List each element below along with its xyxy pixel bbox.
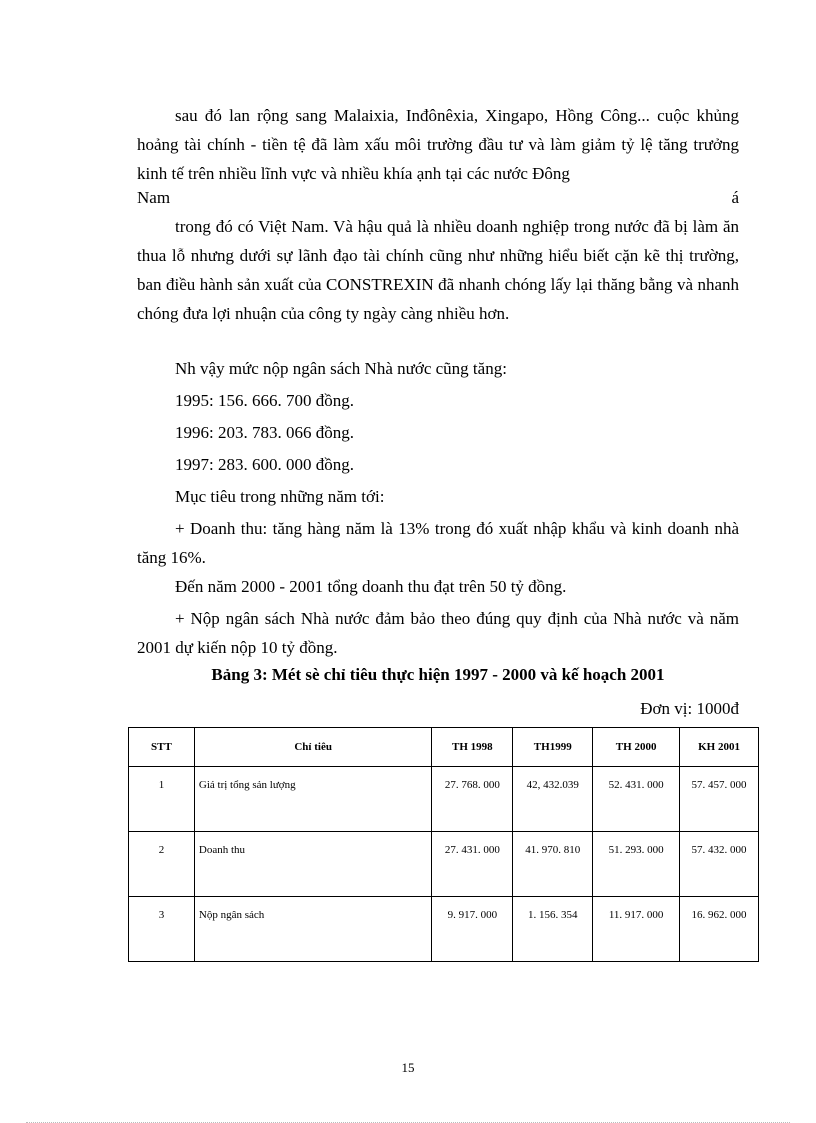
table-unit: Đơn vị: 1000đ <box>640 699 739 718</box>
header-th1999: TH1999 <box>513 728 593 767</box>
paragraph-crisis-last-left: Nam <box>137 188 171 207</box>
goal-revenue: + Doanh thu: tăng hàng năm là 13% trong đó xuất nhập khẩu và kinh doanh nhà tăng 16%. <box>137 519 739 567</box>
table-row <box>129 897 759 962</box>
cell-indicator: Giá trị tổng sản lượng <box>194 767 432 832</box>
cell-stt: 2 <box>129 832 195 897</box>
cell-th1998: 27. 768. 000 <box>432 767 513 832</box>
cell-indicator: Doanh thu <box>194 832 432 897</box>
header-th2000: TH 2000 <box>593 728 680 767</box>
cell-th1999: 1. 156. 354 <box>513 897 593 962</box>
budget-1995: 1995: 156. 666. 700 đồng. <box>175 391 354 410</box>
header-stt: STT <box>129 728 195 767</box>
cell-stt: 3 <box>129 897 195 962</box>
header-th1998: TH 1998 <box>432 728 513 767</box>
table-header-row <box>129 728 759 767</box>
cell-kh2001: 57. 457. 000 <box>680 767 759 832</box>
table-title: Bảng 3: Mét sè chỉ tiêu thực hiện 1997 - 2000 và kế hoạch 2001 <box>211 665 665 684</box>
table-row <box>129 767 759 832</box>
cell-indicator: Nộp ngân sách <box>194 897 432 962</box>
budget-1996: 1996: 203. 783. 066 đồng. <box>175 423 354 442</box>
page-number: 15 <box>401 1060 415 1075</box>
cell-th1999: 41. 970. 810 <box>513 832 593 897</box>
cell-th1999: 42, 432.039 <box>513 767 593 832</box>
cell-th1998: 9. 917. 000 <box>432 897 513 962</box>
cell-stt: 1 <box>129 767 195 832</box>
goals-heading: Mục tiêu trong những năm tới: <box>175 487 385 506</box>
header-kh2001: KH 2001 <box>680 728 759 767</box>
cell-th1998: 27. 431. 000 <box>432 832 513 897</box>
goal-revenue-note: Đến năm 2000 - 2001 tổng doanh thu đạt trên 50 tỷ đồng. <box>175 577 567 596</box>
cell-th2000: 11. 917. 000 <box>593 897 680 962</box>
goal-budget: + Nộp ngân sách Nhà nước đảm bảo theo đúng quy định của Nhà nước và năm 2001 dự kiến nộp 10 tỷ đồng. <box>137 609 739 657</box>
header-indicator: Chỉ tiêu <box>194 728 432 767</box>
cell-th2000: 52. 431. 000 <box>593 767 680 832</box>
indicators-table <box>128 727 759 962</box>
cell-kh2001: 57. 432. 000 <box>680 832 759 897</box>
budget-intro: Nh vậy mức nộp ngân sách Nhà nước cũng tăng: <box>175 359 507 378</box>
paragraph-crisis: sau đó lan rộng sang Malaixia, Inđônêxia, Xingapo, Hồng Công... cuộc khủng hoảng tài chính - tiền tệ đã làm xấu môi trường đầu tư và làm giảm tỷ lệ tăng trưởng kinh tế trên nhiều lĩnh vực và nhiều khía ạnh tại các nước Đông <box>137 106 739 183</box>
paragraph-consequence: trong đó có Việt Nam. Và hậu quả là nhiều doanh nghiệp trong nước đã bị làm ăn thua lỗ nhưng dưới sự lãnh đạo tài chính cũng như những hiểu biết cặn kẽ thị trường, ban điều hành sản xuất của CONSTREXIN đã nhanh chóng lấy lại thăng bằng và nhanh chóng đưa lợi nhuận của công ty ngày càng nhiều hơn. <box>137 217 739 323</box>
cell-th2000: 51. 293. 000 <box>593 832 680 897</box>
cell-kh2001: 16. 962. 000 <box>680 897 759 962</box>
paragraph-crisis-last-line <box>137 183 739 212</box>
paragraph-crisis-last-right: á <box>731 188 739 207</box>
table-row <box>129 832 759 897</box>
budget-1997: 1997: 283. 600. 000 đồng. <box>175 455 354 474</box>
